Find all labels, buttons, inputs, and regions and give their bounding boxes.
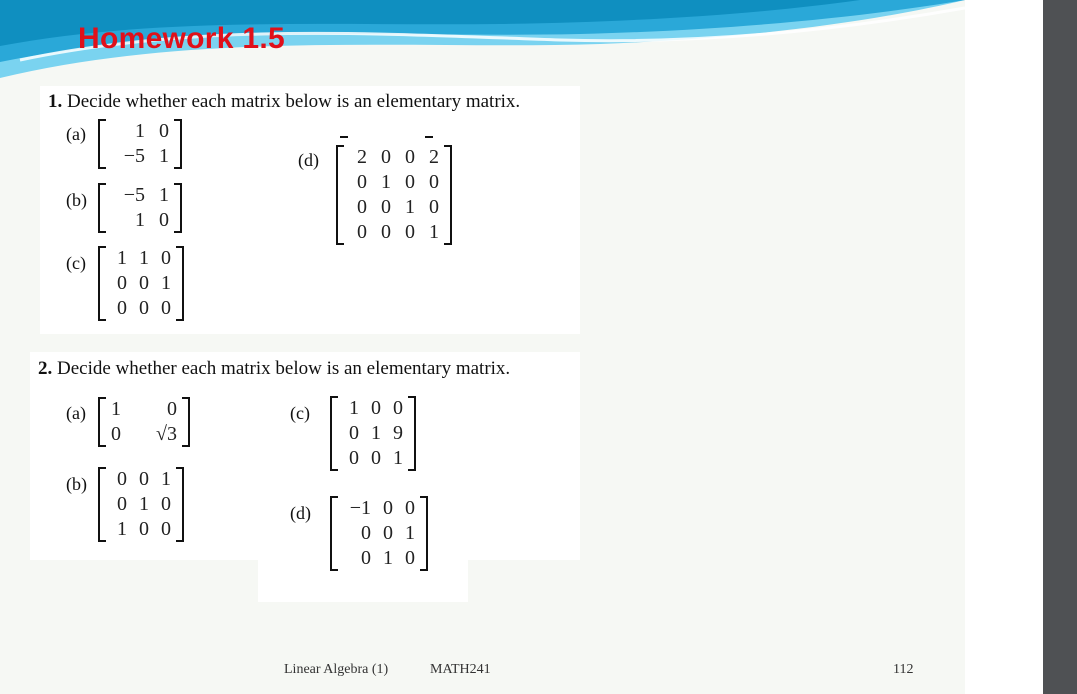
q2-a-matrix xyxy=(98,397,190,447)
matrix-entry: 1 xyxy=(383,547,393,569)
matrix-entry: 0 xyxy=(117,468,127,490)
matrix-entry: 0 xyxy=(117,493,127,515)
matrix-entry: 1 xyxy=(159,145,169,167)
matrix-entry: 0 xyxy=(429,171,439,193)
q1-c-label: (c) xyxy=(66,253,86,273)
decorative-dash xyxy=(340,136,348,138)
matrix-entry: 0 xyxy=(349,447,359,469)
matrix-entry: 0 xyxy=(139,518,149,540)
matrix-entry: 0 xyxy=(159,209,169,231)
matrix-entry: 0 xyxy=(383,522,393,544)
matrix-entry: 1 xyxy=(161,468,171,490)
matrix-entry: 0 xyxy=(371,447,381,469)
matrix-entry: 1 xyxy=(381,171,391,193)
matrix-entry: 0 xyxy=(349,422,359,444)
footer-page-number: 112 xyxy=(893,662,914,677)
matrix-entry: 1 xyxy=(117,518,127,540)
matrix-entry: −1 xyxy=(349,497,371,519)
matrix-entry: 2 xyxy=(357,146,367,168)
matrix-entry: 0 xyxy=(405,146,415,168)
matrix-entry: 1 xyxy=(161,272,171,294)
matrix-entry: 0 xyxy=(161,518,171,540)
matrix-entry: −5 xyxy=(123,184,145,206)
matrix-entry: 0 xyxy=(111,423,121,445)
matrix-entry: 1 xyxy=(135,120,145,142)
matrix-entry: 1 xyxy=(111,398,121,420)
matrix-entry: 0 xyxy=(393,397,403,419)
slide-title: Homework 1.5 xyxy=(78,22,286,55)
footer-code: MATH241 xyxy=(430,662,491,677)
matrix-entry: 1 xyxy=(139,247,149,269)
matrix-entry: 1 xyxy=(135,209,145,231)
matrix-entry: 1 xyxy=(405,196,415,218)
matrix-entry: 0 xyxy=(117,297,127,319)
matrix-entry: 1 xyxy=(429,221,439,243)
matrix-entry: 0 xyxy=(161,493,171,515)
matrix-entry: 1 xyxy=(371,422,381,444)
matrix-entry: 0 xyxy=(361,547,371,569)
q1-c-matrix xyxy=(98,246,184,321)
question1-text: 1. Decide whether each matrix below is an elementary matrix. xyxy=(48,91,521,112)
viewer-margin xyxy=(965,0,1043,694)
matrix-entry: 0 xyxy=(381,221,391,243)
q2-c-label: (c) xyxy=(290,403,310,423)
matrix-entry: 0 xyxy=(361,522,371,544)
q1-b-label: (b) xyxy=(66,190,87,210)
matrix-entry: 0 xyxy=(357,171,367,193)
q2-b-label: (b) xyxy=(66,474,87,494)
q1-b-matrix xyxy=(98,183,182,233)
matrix-entry: 1 xyxy=(139,493,149,515)
matrix-entry: 0 xyxy=(139,468,149,490)
footer-course: Linear Algebra (1) xyxy=(284,662,389,677)
matrix-entry: 0 xyxy=(161,247,171,269)
q2-a-label: (a) xyxy=(66,403,86,423)
matrix-entry: 0 xyxy=(381,196,391,218)
matrix-entry: 0 xyxy=(371,397,381,419)
q1-a-matrix xyxy=(98,119,182,169)
matrix-entry: 0 xyxy=(429,196,439,218)
matrix-entry: 0 xyxy=(159,120,169,142)
matrix-entry: 0 xyxy=(405,171,415,193)
matrix-entry: −5 xyxy=(123,145,145,167)
matrix-entry: 1 xyxy=(405,522,415,544)
matrix-entry: 0 xyxy=(139,297,149,319)
q2-d-matrix xyxy=(330,496,428,571)
q1-d-label: (d) xyxy=(298,150,319,170)
q1-d-matrix xyxy=(336,145,452,245)
matrix-entry: 0 xyxy=(357,196,367,218)
matrix-entry: 0 xyxy=(381,146,391,168)
q2-c-matrix xyxy=(330,396,416,471)
matrix-entry: 1 xyxy=(393,447,403,469)
matrix-entry: 2 xyxy=(429,146,439,168)
matrix-entry: 0 xyxy=(357,221,367,243)
q2-b-matrix xyxy=(98,467,184,542)
matrix-entry: √3 xyxy=(156,423,177,445)
viewer-scrollbar[interactable] xyxy=(1043,0,1077,694)
q2-d-label: (d) xyxy=(290,503,311,523)
q1-a-label: (a) xyxy=(66,124,86,144)
matrix-entry: 0 xyxy=(383,497,393,519)
matrix-entry: 0 xyxy=(139,272,149,294)
decorative-dash xyxy=(425,136,433,138)
matrix-entry: 0 xyxy=(161,297,171,319)
matrix-entry: 0 xyxy=(405,547,415,569)
matrix-entry: 0 xyxy=(167,398,177,420)
matrix-entry: 1 xyxy=(159,184,169,206)
matrix-entry: 1 xyxy=(117,247,127,269)
matrix-entry: 9 xyxy=(393,422,403,444)
sqrt-expression xyxy=(156,422,177,447)
matrix-entry: 0 xyxy=(405,221,415,243)
matrix-entry: 0 xyxy=(405,497,415,519)
matrix-entry xyxy=(130,422,180,447)
matrix-entry: 0 xyxy=(117,272,127,294)
question2-text: 2. Decide whether each matrix below is an elementary matrix. xyxy=(38,358,511,379)
matrix-entry: 1 xyxy=(349,397,359,419)
